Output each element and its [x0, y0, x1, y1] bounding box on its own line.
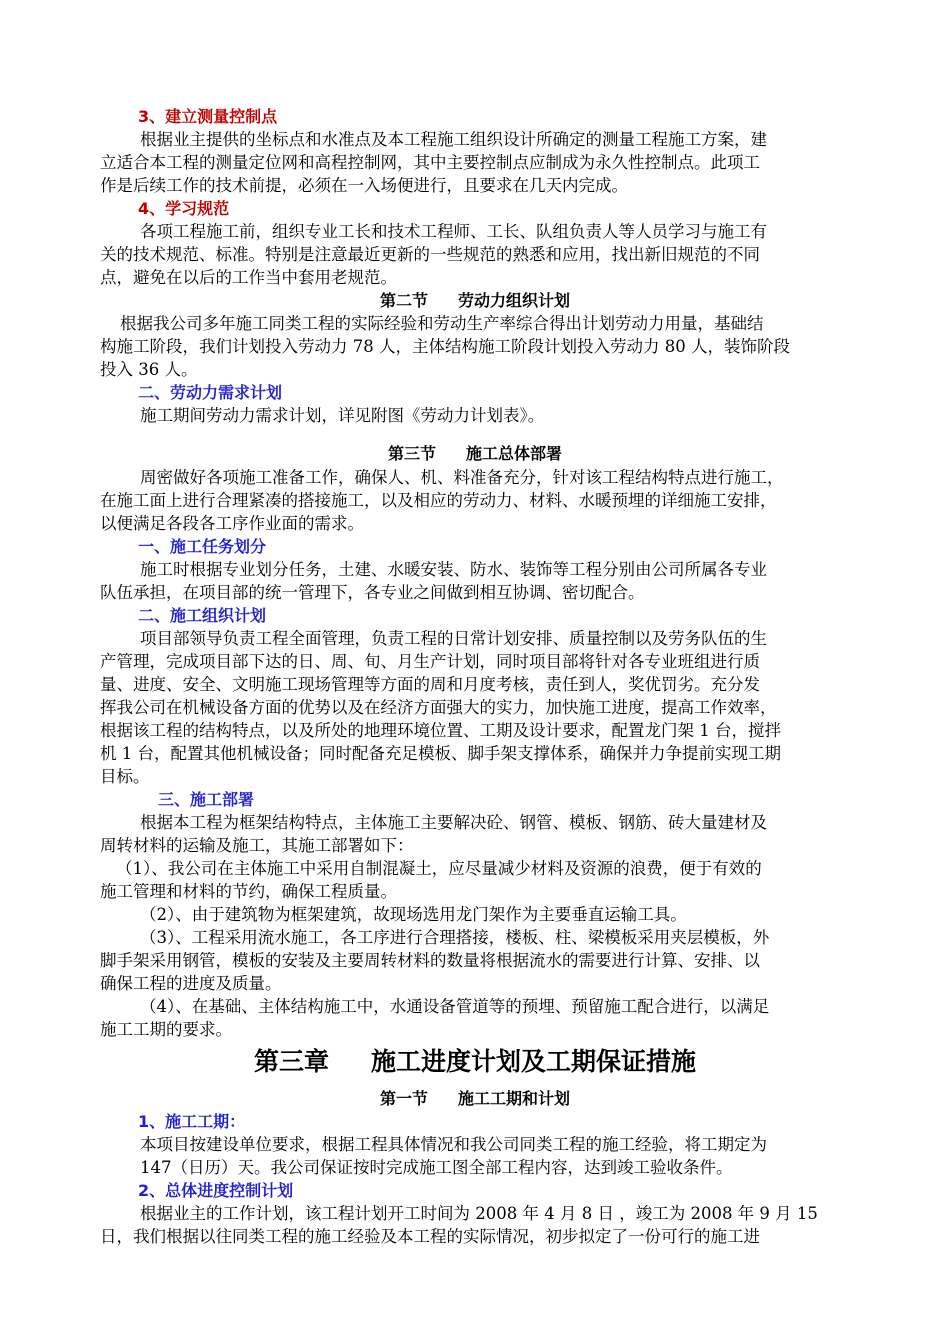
text-line: 周密做好各项施工准备工作，确保人、机、料准备充分，针对该工程结构特点进行施工， — [140, 468, 784, 487]
text-line: 点，避免在以后的工作当中套用老规范。 — [100, 268, 397, 287]
section-title: 施工工期和计划 — [458, 1089, 571, 1108]
text-line: 关的技术规范、标准。特别是注意最近更新的一些规范的熟悉和应用，找出新旧规范的不同 — [100, 245, 760, 264]
text-line: （1）、我公司在主体施工中采用自制混凝土，应尽量减少材料及资源的浪费，便于有效的 — [116, 859, 762, 878]
heading-task-division: 一、施工任务划分 — [138, 537, 267, 556]
section-heading-deployment — [0, 442, 950, 465]
paragraph-deployment — [100, 466, 852, 535]
heading-study-standards: 4、学习规范 — [138, 199, 230, 218]
text-line: 量、进度、安全、文明施工现场管理等方面的周和月度考核，责任到人，奖优罚劣。充分发 — [100, 675, 760, 694]
section-number: 第三节 — [387, 444, 436, 463]
section-title: 施工总体部署 — [466, 444, 563, 463]
list-item-2 — [100, 903, 852, 926]
text-line: 机 1 台，配置其他机械设备；同时配备充足模板、脚手架支撑体系，确保并力争提前实现工期 — [100, 744, 781, 763]
text-line: 日，我们根据以往同类工程的施工经验及本工程的实际情况，初步拟定了一份可行的施工进 — [100, 1227, 760, 1246]
text-line: 根据业主提供的坐标点和水准点及本工程施工组织设计所确定的测量工程施工方案，建 — [140, 130, 767, 149]
paragraph-labor-demand — [100, 404, 852, 427]
text-line: （4）、在基础、主体结构施工中，水通设备管道等的预埋、预留施工配合进行，以满足 — [140, 997, 770, 1016]
text-line: 挥我公司在机械设备方面的优势以及在经济方面强大的实力，加快施工进度，提高工作效率， — [100, 698, 777, 717]
paragraph-construction-layout — [100, 811, 852, 857]
text-line: 产管理，完成项目部下达的日、周、旬、月生产计划，同时项目部将针对各专业班组进行质 — [100, 652, 760, 671]
text-line: 各项工程施工前，组织专业工长和技术工程师、工长、队组负责人等人员学习与施工有 — [140, 222, 767, 241]
text-line: （2）、由于建筑物为框架建筑，故现场选用龙门架作为主要垂直运输工具。 — [140, 905, 687, 924]
text-line: 项目部领导负责工程全面管理，负责工程的日常计划安排、质量控制以及劳务队伍的生 — [140, 629, 767, 648]
heading-progress-control: 2、总体进度控制计划 — [138, 1181, 294, 1200]
section-title: 劳动力组织计划 — [458, 291, 571, 310]
text-line: 本项目按建设单位要求，根据工程具体情况和我公司同类工程的施工经验，将工期定为 — [140, 1135, 767, 1154]
text-line: 根据本工程为框架结构特点，主体施工主要解决砼、钢管、模板、钢筋、砖大量建材及 — [140, 813, 767, 832]
section-heading-labor — [0, 289, 950, 312]
text-line: 施工管理和材料的节约，确保工程质量。 — [100, 882, 397, 901]
text-line: 以便满足各段各工序作业面的需求。 — [100, 514, 364, 533]
text-line: 立适合本工程的测量定位网和高程控制网，其中主要控制点应制成为永久性控制点。此项工 — [100, 153, 760, 172]
section-heading-schedule — [0, 1087, 950, 1110]
text-line: 施工时根据专业划分任务，土建、水暖安装、防水、装饰等工程分别由公司所属各专业 — [140, 560, 767, 579]
text-line: 根据该工程的结构特点，以及所处的地理环境位置、工期及设计要求，配置龙门架 1 台，搅拌 — [100, 721, 781, 740]
text-line: 确保工程的进度及质量。 — [100, 974, 282, 993]
paragraph-construction-period — [100, 1133, 852, 1179]
paragraph-task-division — [100, 558, 852, 604]
text-line: 根据业主的工作计划，该工程计划开工时间为 2008 年 4 月 8 日 ，竣工为 2008 年 9 月 15 — [140, 1204, 818, 1223]
heading-organization-plan: 二、施工组织计划 — [138, 606, 267, 625]
text-line: 构施工阶段，我们计划投入劳动力 78 人，主体结构施工阶段计划投入劳动力 80 人，装饰阶段 — [100, 337, 790, 356]
heading-labor-demand: 二、劳动力需求计划 — [138, 383, 283, 402]
text-line: 施工工期的要求。 — [100, 1020, 232, 1039]
paragraph-progress-control — [100, 1202, 852, 1248]
heading-survey-control: 3、建立测量控制点 — [138, 107, 278, 126]
section-number: 第一节 — [379, 1089, 428, 1108]
heading-construction-period: 1、施工工期： — [138, 1112, 246, 1131]
paragraph-organization-plan — [100, 627, 852, 788]
text-line: 在施工面上进行合理紧凑的搭接施工，以及相应的劳动力、材料、水暖预埋的详细施工安排， — [100, 491, 777, 510]
chapter-title: 施工进度计划及工期保证措施 — [371, 1047, 697, 1076]
text-line: 施工期间劳动力需求计划，详见附图《劳动力计划表》。 — [140, 406, 545, 425]
list-item-1 — [100, 857, 852, 903]
text-line: 根据我公司多年施工同类工程的实际经验和劳动生产率综合得出计划劳动力用量，基础结 — [120, 314, 764, 333]
text-line: 投入 36 人。 — [100, 360, 198, 379]
paragraph-study-standards — [100, 220, 852, 289]
paragraph-survey-control — [100, 128, 852, 197]
text-line: （3）、工程采用流水施工，各工序进行合理搭接，楼板、柱、梁模板采用夹层模板，外 — [140, 928, 770, 947]
text-line: 147（日历）天。我公司保证按时完成施工图全部工程内容，达到竣工验收条件。 — [140, 1158, 733, 1177]
text-line: 队伍承担，在项目部的统一管理下，各专业之间做到相互协调、密切配合。 — [100, 583, 645, 602]
chapter-number: 第三章 — [253, 1047, 329, 1076]
text-line: 作是后续工作的技术前提，必须在一入场便进行，且要求在几天内完成。 — [100, 176, 628, 195]
section-number: 第二节 — [379, 291, 428, 310]
chapter-heading — [0, 1046, 950, 1078]
text-line: 周转材料的运输及施工，其施工部署如下： — [100, 836, 414, 855]
heading-construction-layout: 三、施工部署 — [158, 790, 255, 809]
paragraph-labor — [100, 312, 852, 381]
text-line: 脚手架采用钢管，模板的安装及主要周转材料的数量将根据流水的需要进行计算、安排、以 — [100, 951, 760, 970]
list-item-3 — [100, 926, 852, 995]
list-item-4 — [100, 995, 852, 1041]
text-line: 目标。 — [100, 767, 150, 786]
